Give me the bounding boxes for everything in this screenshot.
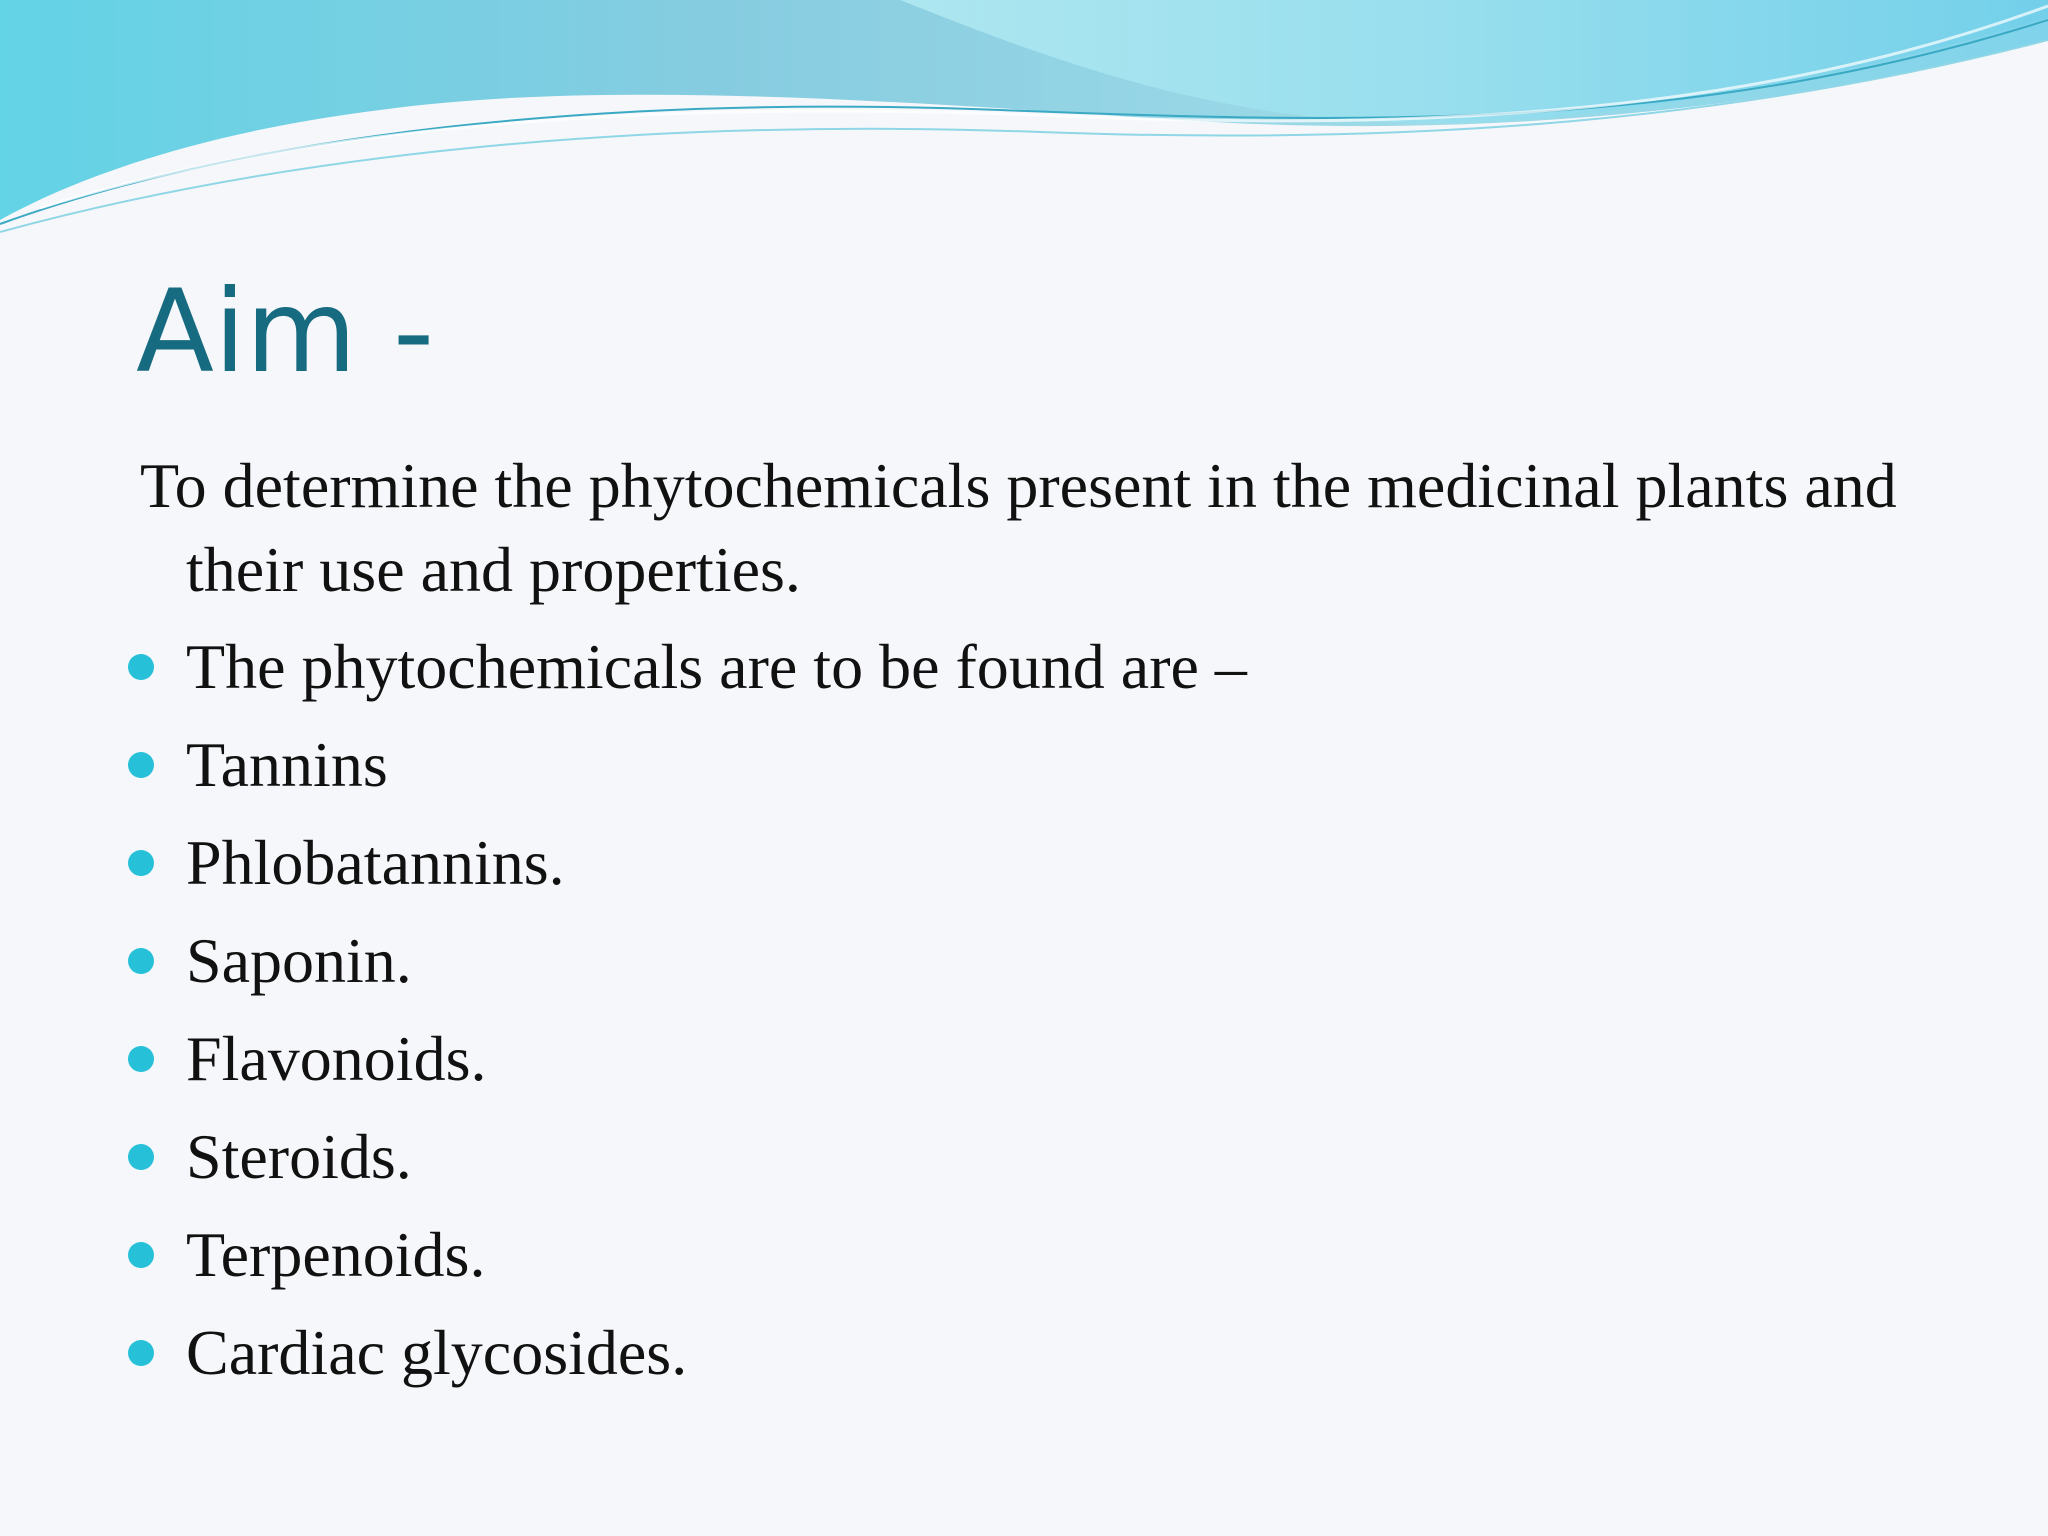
bullet-dot-icon	[128, 654, 154, 680]
list-item-text: Flavonoids.	[186, 1023, 487, 1094]
bullet-dot-icon	[128, 1340, 154, 1366]
list-item	[128, 1304, 1247, 1402]
bullet-dot-icon	[128, 752, 154, 778]
list-item	[128, 1108, 1247, 1206]
list-item-text: Phlobatannins.	[186, 827, 565, 898]
list-item	[128, 814, 1247, 912]
bullet-dot-icon	[128, 1046, 154, 1072]
bullet-dot-icon	[128, 850, 154, 876]
bullet-dot-icon	[128, 1242, 154, 1268]
slide-title: Aim -	[136, 265, 435, 398]
list-item	[128, 1206, 1247, 1304]
list-item-text: Saponin.	[186, 925, 412, 996]
bullet-dot-icon	[128, 948, 154, 974]
list-item-text: Tannins	[186, 729, 388, 800]
list-item	[128, 912, 1247, 1010]
bullet-list	[128, 618, 1247, 1402]
bullet-dot-icon	[128, 1144, 154, 1170]
intro-paragraph: To determine the phytochemicals present in the medicinal plants and their use and properties.	[140, 450, 1897, 605]
list-item-text: Terpenoids.	[186, 1219, 486, 1290]
list-item	[128, 716, 1247, 814]
header-wave-decoration	[0, 0, 2048, 240]
list-item-text: The phytochemicals are to be found are –	[186, 631, 1247, 702]
list-item-text: Cardiac glycosides.	[186, 1317, 688, 1388]
list-item	[128, 1010, 1247, 1108]
list-item-text: Steroids.	[186, 1121, 412, 1192]
list-item	[128, 618, 1247, 716]
